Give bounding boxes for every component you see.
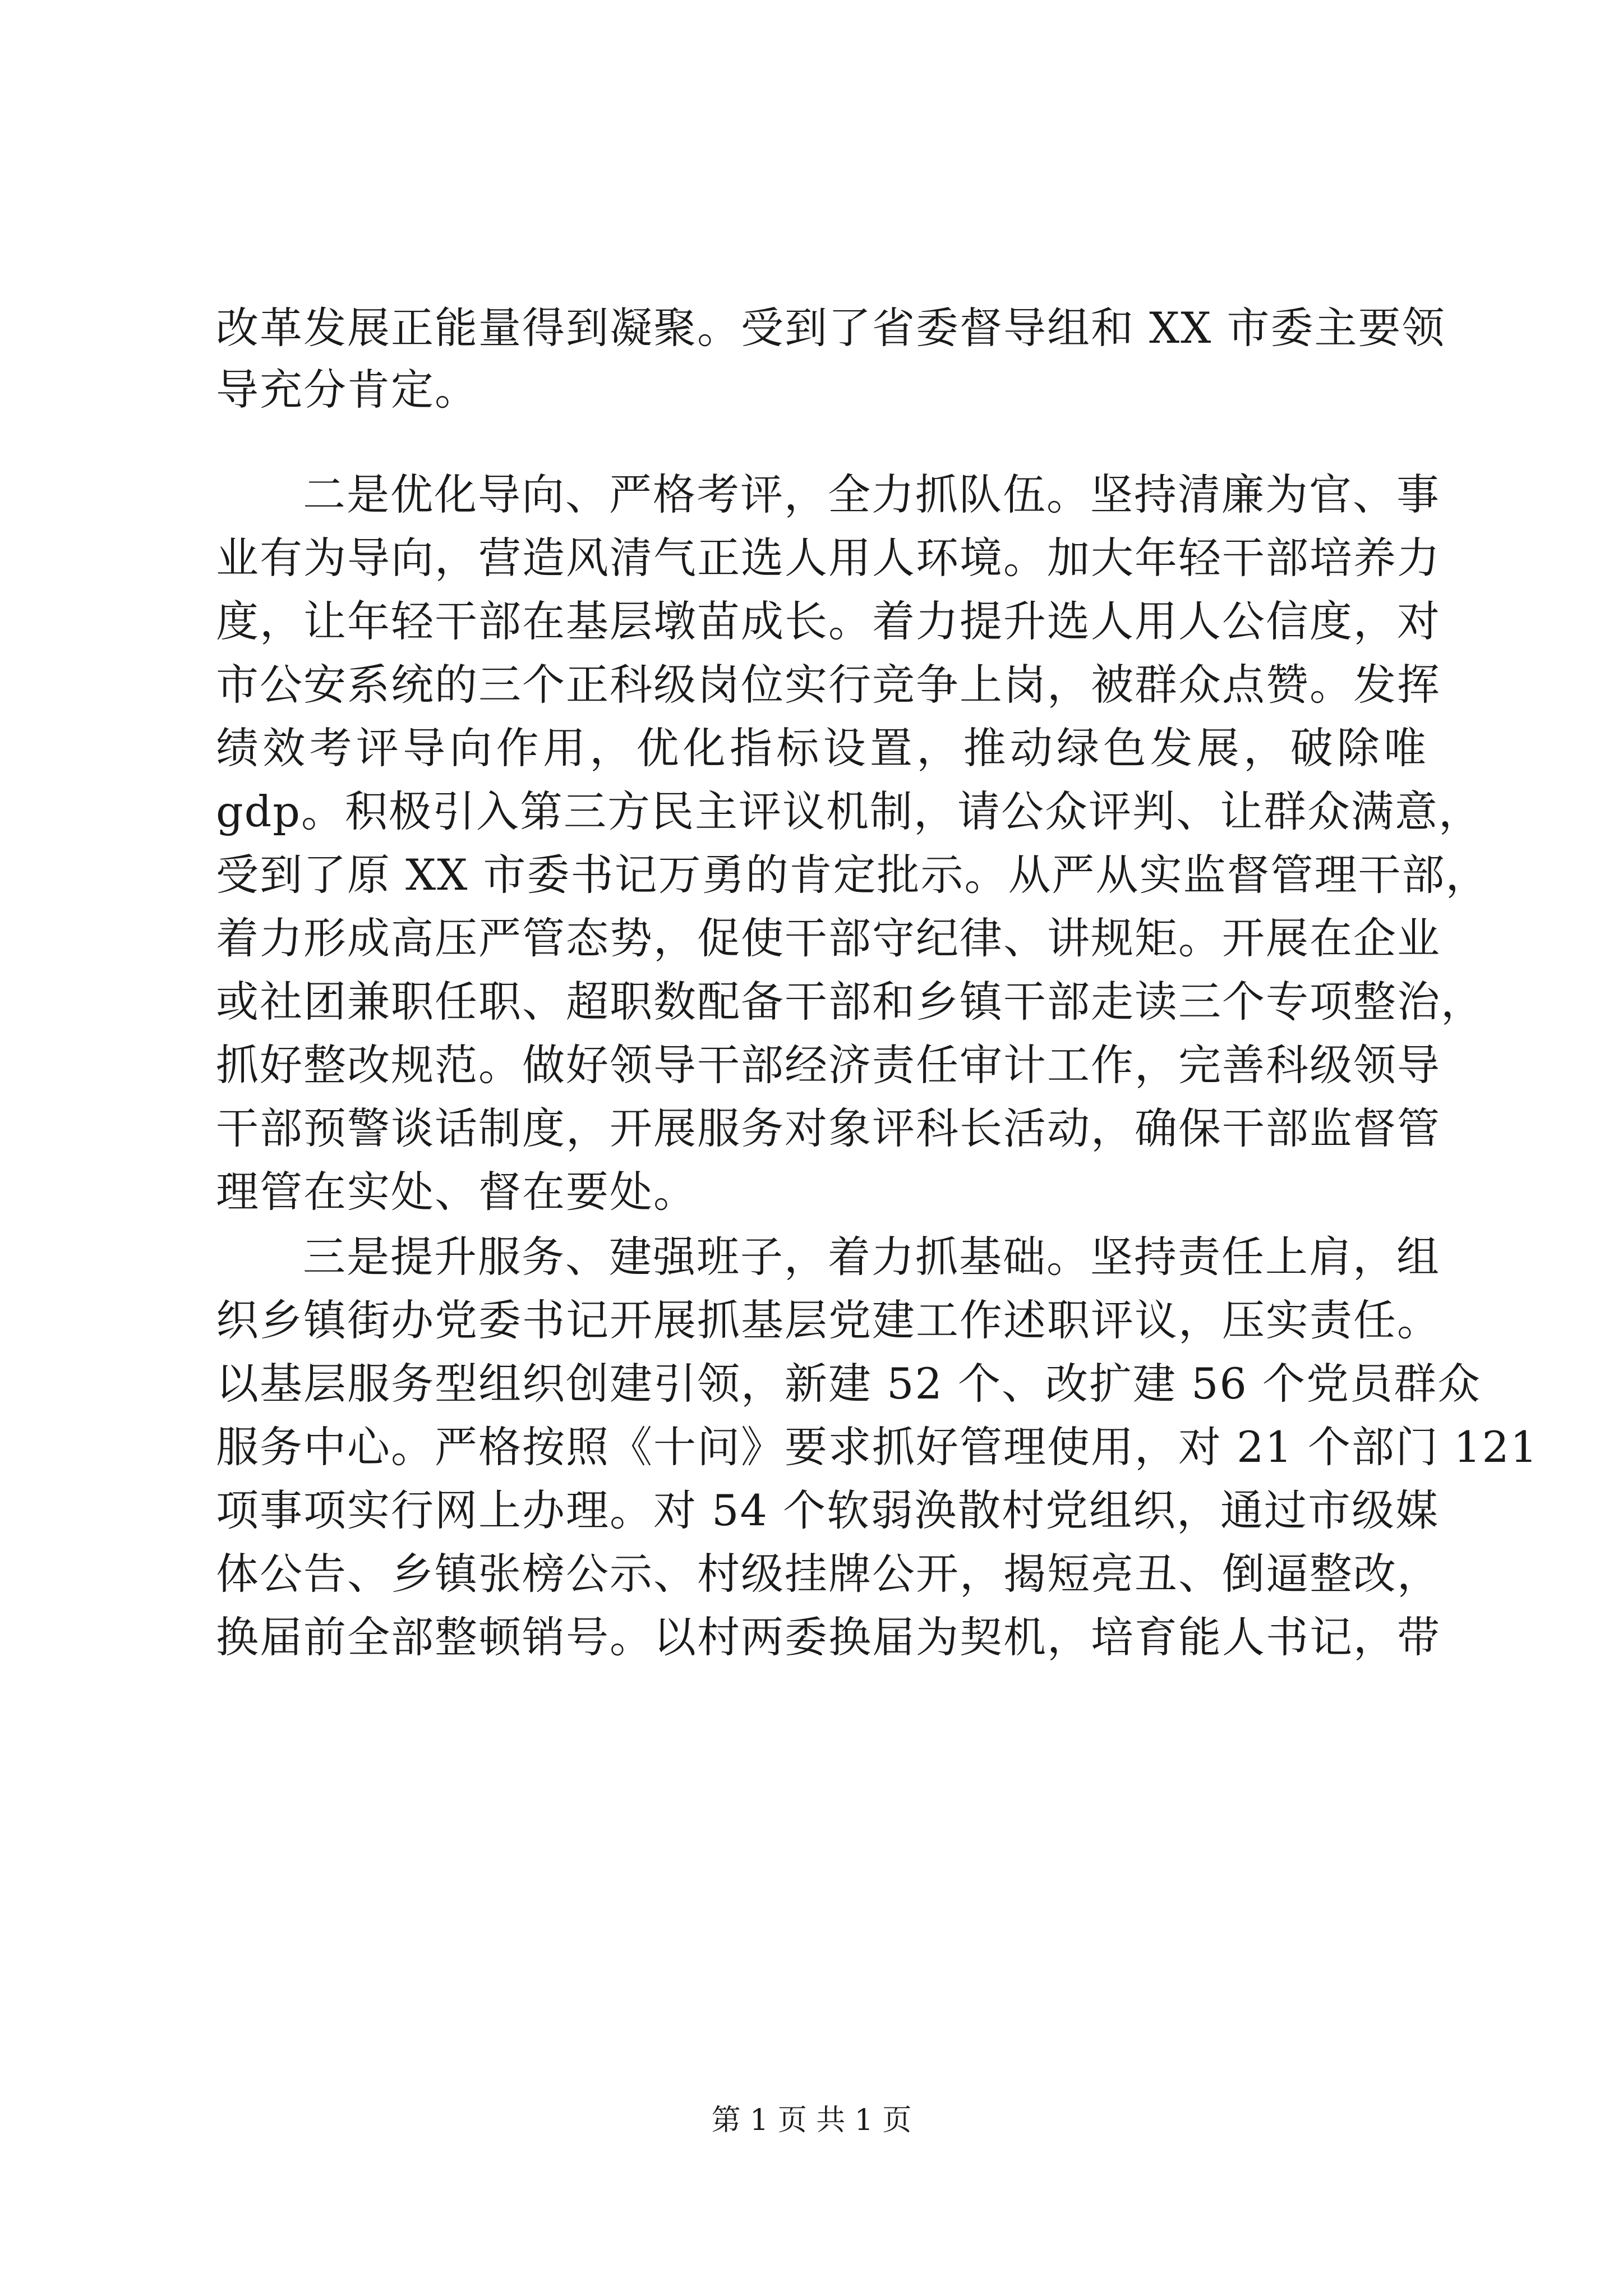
text-line: 改革发展正能量得到凝聚。受到了省委督导组和 XX 市委主要领 xyxy=(216,303,1446,353)
paragraph-start-line: 二是优化导向、严格考评，全力抓队伍。坚持清廉为官、事 xyxy=(303,470,1440,519)
text-line: 换届前全部整顿销号。以村两委换届为契机，培育能人书记，带 xyxy=(216,1612,1441,1662)
text-line: 体公告、乡镇张榜公示、村级挂牌公开，揭短亮丑、倒逼整改， xyxy=(216,1549,1441,1599)
text-line: 导充分肯定。 xyxy=(216,365,478,415)
text-line: 着力形成高压严管态势，促使干部守纪律、讲规矩。开展在企业 xyxy=(216,913,1441,963)
text-line: 业有为导向，营造风清气正选人用人环境。加大年轻干部培养力 xyxy=(216,533,1441,583)
text-line: 受到了原 XX 市委书记万勇的肯定批示。从严从实监督管理干部， xyxy=(216,850,1490,900)
text-line: 项事项实行网上办理。对 54 个软弱涣散村党组织，通过市级媒 xyxy=(216,1485,1440,1535)
text-line: gdp。积极引入第三方民主评议机制，请公众评判、让群众满意， xyxy=(216,786,1482,836)
paragraph-start-line: 三是提升服务、建强班子，着力抓基础。坚持责任上肩，组 xyxy=(303,1232,1440,1282)
text-line: 服务中心。严格按照《十问》要求抓好管理使用，对 21 个部门 121 xyxy=(216,1422,1539,1472)
page-footer: 第 1 页 共 1 页 xyxy=(711,2104,912,2137)
text-line: 度，让年轻干部在基层墩苗成长。着力提升选人用人公信度，对 xyxy=(216,596,1441,646)
text-line: 或社团兼职任职、超职数配备干部和乡镇干部走读三个专项整治， xyxy=(216,977,1484,1027)
text-line: 绩效考评导向作用，优化指标设置，推动绿色发展，破除唯 xyxy=(216,723,1427,773)
text-line: 市公安系统的三个正科级岗位实行竞争上岗，被群众点赞。发挥 xyxy=(216,660,1441,710)
text-line: 干部预警谈话制度，开展服务对象评科长活动，确保干部监督管 xyxy=(216,1103,1441,1153)
text-line: 以基层服务型组织创建引领，新建 52 个、改扩建 56 个党员群众 xyxy=(216,1359,1482,1409)
text-line: 织乡镇街办党委书记开展抓基层党建工作述职评议，压实责任。 xyxy=(216,1295,1441,1345)
text-line: 抓好整改规范。做好领导干部经济责任审计工作，完善科级领导 xyxy=(216,1040,1441,1090)
text-line: 理管在实处、督在要处。 xyxy=(216,1167,697,1217)
